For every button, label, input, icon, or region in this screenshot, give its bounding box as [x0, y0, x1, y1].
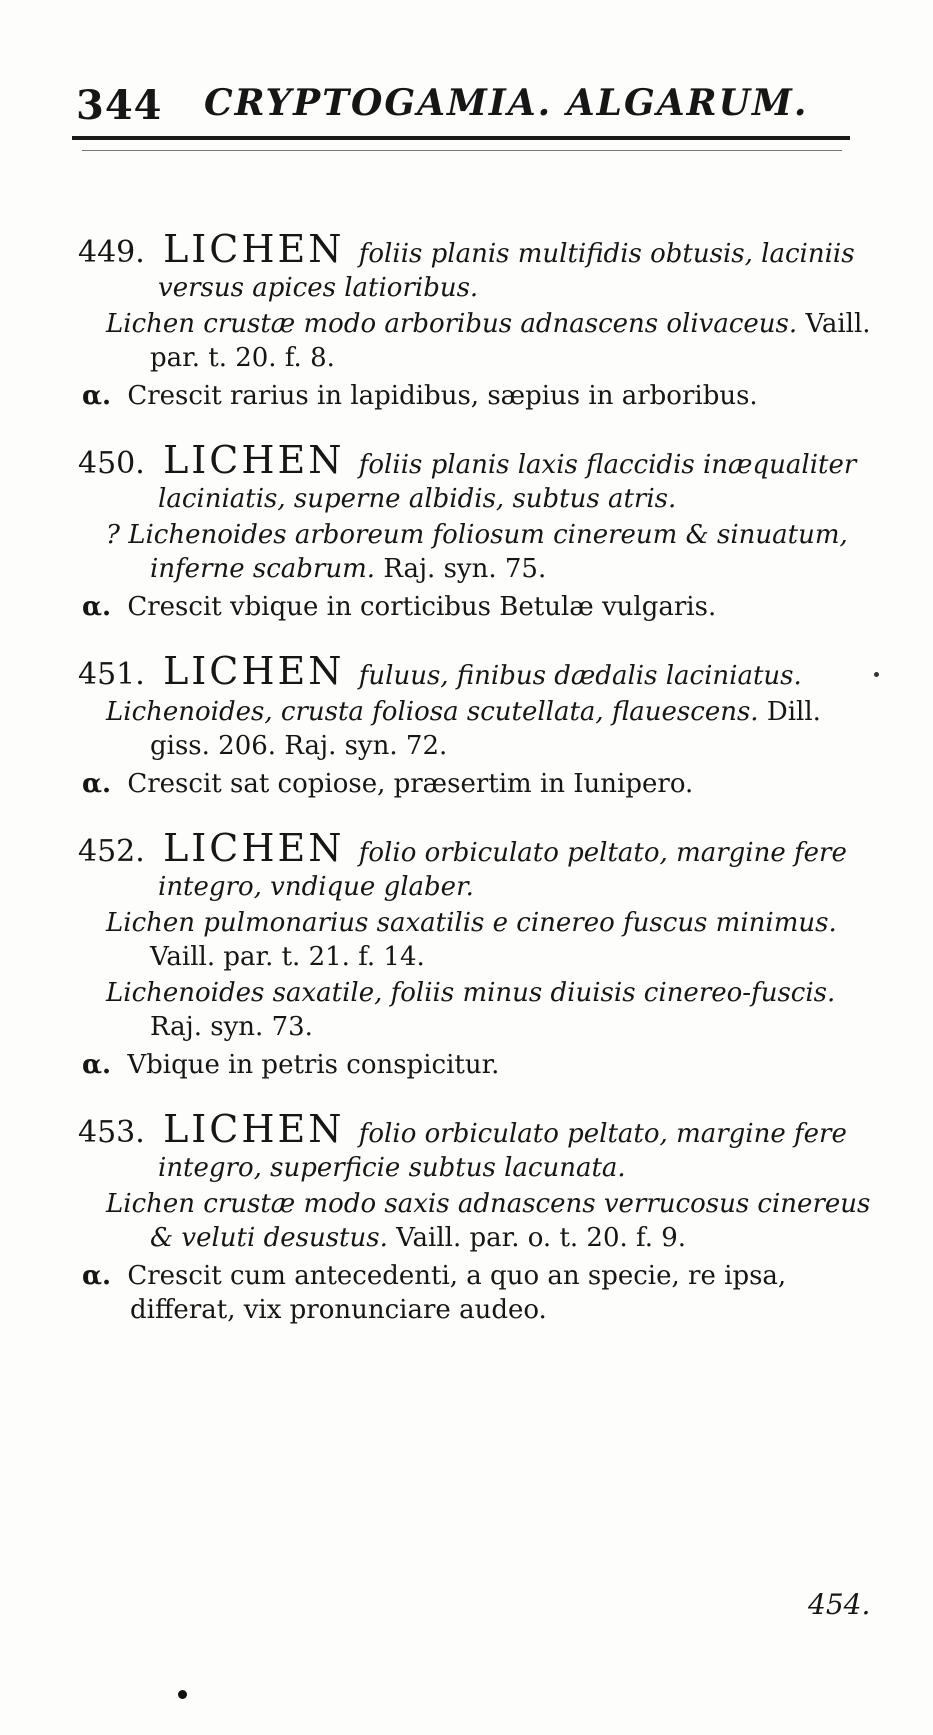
habitat-note: [78, 1048, 878, 1082]
entry-number: 449.: [78, 235, 145, 270]
entry-heading: [78, 1107, 878, 1185]
habitat-text: Crescit rarius in lapidibus, sæpius in arboribus.: [127, 381, 758, 411]
synonym: [78, 518, 878, 586]
species-entry: [78, 1107, 878, 1327]
diagnosis: foliis planis multifidis obtusis, laciniis versus apices latioribus.: [158, 239, 855, 303]
synonym-reference: Dill. giss. 206. Raj. syn. 72.: [150, 697, 821, 761]
habitat-text: Crescit sat copiose, præsertim in Iunipero.: [127, 769, 694, 799]
diagnosis: folio orbiculato peltato, margine fere integro, vndique glaber.: [158, 838, 847, 902]
entry-heading: [78, 227, 878, 305]
habitat-note: [78, 379, 878, 413]
genus-name: LICHEN: [163, 649, 345, 693]
variety-mark: α.: [82, 592, 112, 622]
genus-name: LICHEN: [163, 826, 345, 870]
habitat-text: Crescit vbique in corticibus Betulæ vulgaris.: [127, 592, 717, 622]
synonym: [78, 695, 878, 763]
species-entries: [78, 227, 878, 1357]
header-rule: [72, 136, 850, 140]
synonym-text: Lichenoides saxatile, foliis minus diuisis cinereo-fuscis.: [106, 978, 836, 1008]
diagnosis: folio orbiculato peltato, margine fere integro, superficie subtus lacunata.: [158, 1119, 847, 1183]
habitat-note: [78, 767, 878, 801]
diagnosis: foliis planis laxis flaccidis inæqualiter laciniatis, superne albidis, subtus atris.: [158, 450, 857, 514]
entry-number: 450.: [78, 446, 145, 481]
synonym-reference: Raj. syn. 75.: [383, 554, 547, 584]
entry-heading: [78, 649, 878, 693]
synonym: [78, 976, 878, 1044]
entry-heading: [78, 438, 878, 516]
synonym-text: Lichen crustæ modo arboribus adnascens olivaceus.: [106, 309, 798, 339]
page-number: 344: [76, 82, 163, 129]
variety-mark: α.: [82, 381, 112, 411]
synonym: [78, 1187, 878, 1255]
synonym-text: Lichen crustæ modo saxis adnascens verrucosus cinereus & veluti desustus.: [106, 1189, 871, 1253]
synonym-text: Lichen pulmonarius saxatilis e cinereo fuscus minimus.: [106, 908, 837, 938]
running-title: CRYPTOGAMIA. ALGARUM.: [204, 82, 809, 124]
habitat-text: Crescit cum antecedenti, a quo an specie, re ipsa, differat, vix pronunciare audeo.: [127, 1261, 787, 1325]
synonym-reference: Vaill. par. t. 21. f. 14.: [150, 942, 425, 972]
synonym: [78, 307, 878, 375]
synonym-reference: Vaill. par. o. t. 20. f. 9.: [396, 1223, 687, 1253]
species-entry: [78, 826, 878, 1082]
entry-number: 452.: [78, 834, 145, 869]
genus-name: LICHEN: [163, 227, 345, 271]
genus-name: LICHEN: [163, 1107, 345, 1151]
entry-number: 453.: [78, 1115, 145, 1150]
catchword: 454.: [808, 1588, 871, 1621]
species-entry: [78, 227, 878, 413]
habitat-note: [78, 1259, 878, 1327]
species-entry: [78, 438, 878, 624]
synonym-reference: Vaill. par. t. 20. f. 8.: [150, 309, 871, 373]
genus-name: LICHEN: [163, 438, 345, 482]
habitat-note: [78, 590, 878, 624]
variety-mark: α.: [82, 1050, 112, 1080]
page-header: [76, 78, 856, 130]
habitat-text: Vbique in petris conspicitur.: [127, 1050, 500, 1080]
species-entry: [78, 649, 878, 801]
entry-number: 451.: [78, 657, 145, 692]
entry-heading: [78, 826, 878, 904]
synonym-text: ? Lichenoides arboreum foliosum cinereum & sinuatum, inferne scabrum.: [106, 520, 848, 584]
ink-spot: [178, 1690, 187, 1699]
synonym: [78, 906, 878, 974]
variety-mark: α.: [82, 769, 112, 799]
diagnosis: fuluus, finibus dædalis laciniatus.: [358, 661, 802, 691]
synonym-text: Lichenoides, crusta foliosa scutellata, flauescens.: [106, 697, 759, 727]
variety-mark: α.: [82, 1261, 112, 1291]
ink-spot: [874, 672, 879, 677]
header-rule-thin: [82, 150, 842, 151]
synonym-reference: Raj. syn. 73.: [150, 1012, 313, 1042]
